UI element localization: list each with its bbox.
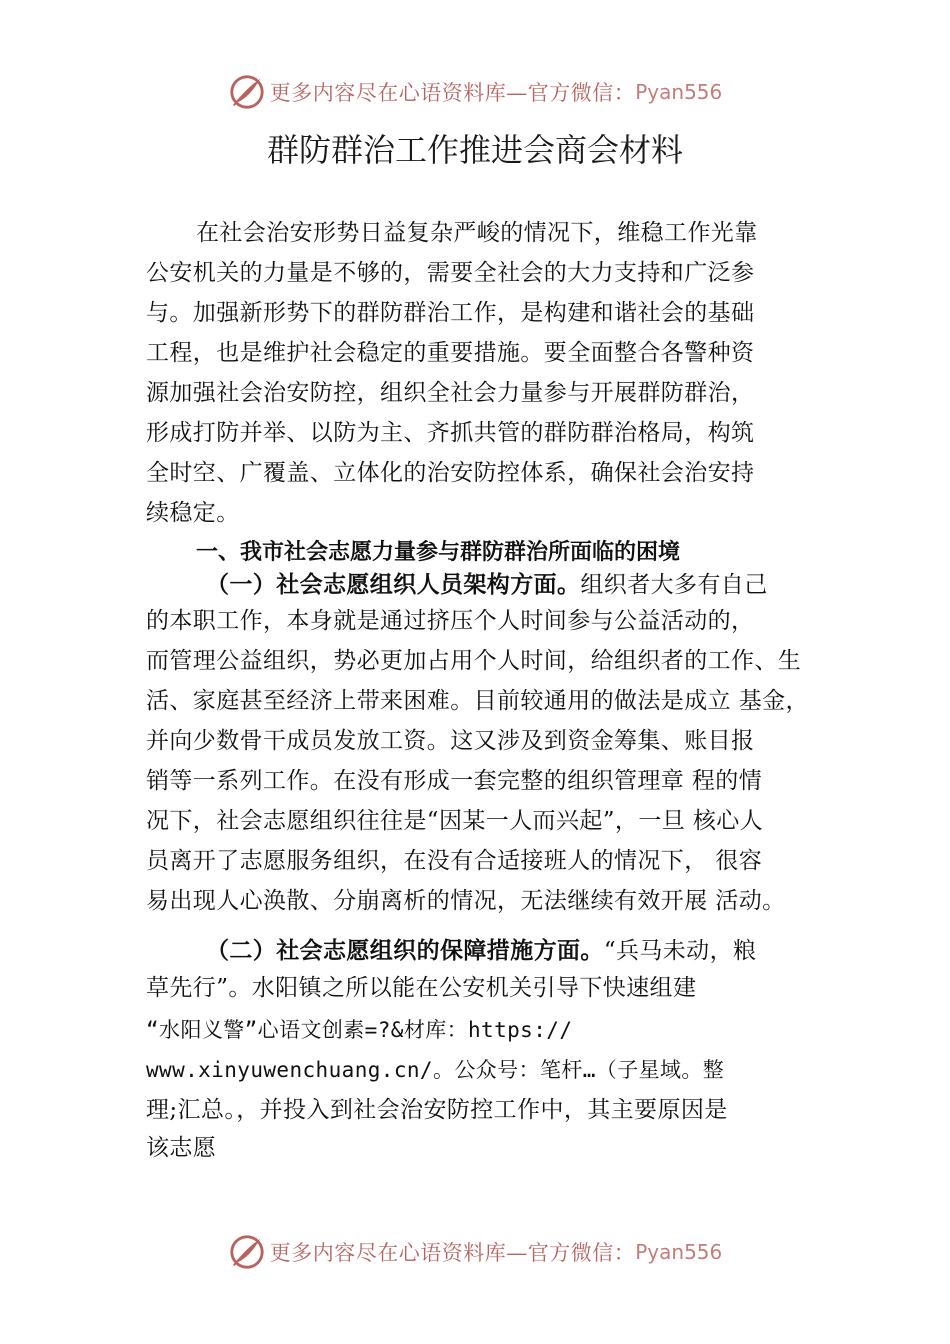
intro-line: 源加强社会治安防控，组织全社会力量参与开展群防群治， — [146, 380, 755, 406]
subsection-1-line: 销等一系列工作。在没有形成一套完整的组织管理章 程的情 — [146, 768, 763, 794]
footer-watermark-banner — [0, 1232, 950, 1272]
banner-wechat-id: Pyan556 — [635, 1240, 723, 1264]
document-title: 群防群治工作推进会商会材料 — [266, 131, 683, 169]
subsection-1-line: 员离开了志愿服务组织，在没有合适接班人的情况下， 很容 — [146, 848, 763, 874]
subsection-1-line: 况下，社会志愿组织往往是“因某一人而兴起”，一旦 核心人 — [146, 808, 764, 834]
subsection-2-line: “水阳义警”心语文创素=?&材库：https:// — [146, 1018, 573, 1042]
intro-line: 在社会治安形势日益复杂严峻的情况下，维稳工作光靠 — [196, 220, 758, 246]
quill-logo-icon — [228, 1233, 266, 1271]
banner-text: 更多内容尽在心语资料库—官方微信： — [269, 81, 636, 105]
subsection-2-first-line — [206, 931, 756, 971]
subsection-1-line: 活、家庭甚至经济上带来困难。目前较通用的做法是成立 基金， — [146, 688, 809, 714]
intro-line: 全时空、广覆盖、立体化的治安防控体系，确保社会治安持 — [146, 460, 755, 486]
quill-logo-icon — [228, 73, 266, 111]
subsection-2-heading: （二）社会志愿组织的保障措施方面。 — [206, 938, 604, 964]
banner-wechat-id: Pyan556 — [635, 80, 723, 104]
subsection-2-line: 草先行”。水阳镇之所以能在公安机关引导下快速组建 — [146, 975, 697, 1001]
subsection-1-first-line — [206, 565, 768, 605]
subsection-1-line: 而管理公益组织，势必更加占用个人时间，给组织者的工作、生 — [146, 648, 802, 674]
section-heading: 一、我市社会志愿力量参与群防群治所面临的困境 — [196, 540, 681, 565]
header-watermark-banner — [0, 72, 950, 112]
subsection-2-line: 该志愿 — [146, 1135, 217, 1161]
intro-line: 形成打防并举、以防为主、齐抓共管的群防群治格局，构筑 — [146, 420, 755, 446]
banner-text: 更多内容尽在心语资料库—官方微信： — [269, 1241, 636, 1265]
subsection-2-line: 理;汇总。，并投入到社会治安防控工作中，其主要原因是 — [146, 1097, 728, 1123]
intro-line: 续稳定。 — [146, 500, 240, 526]
subsection-1-line: 的本职工作，本身就是通过挤压个人时间参与公益活动的， — [146, 608, 755, 634]
subsection-2-first-text: “兵马未动，粮 — [603, 938, 757, 964]
subsection-1-line: 并向少数骨干成员发放工资。这又涉及到资金筹集、账目报 — [146, 728, 755, 754]
subsection-1-heading: （一）社会志愿组织人员架构方面。 — [206, 572, 581, 598]
subsection-1-line: 易出现人心涣散、分崩离析的情况，无法继续有效开展 活动。 — [146, 888, 786, 914]
intro-line: 公安机关的力量是不够的，需要全社会的大力支持和广泛参 — [146, 260, 755, 286]
intro-line: 与。加强新形势下的群防群治工作，是构建和谐社会的基础 — [146, 300, 755, 326]
subsection-1-first-text: 组织者大多有自己 — [580, 572, 768, 598]
subsection-2-line: www.xinyuwenchuang.cn/。公众号：笔杆…（子星域。整 — [146, 1058, 725, 1082]
intro-line: 工程，也是维护社会稳定的重要措施。要全面整合各警种资 — [146, 340, 755, 366]
